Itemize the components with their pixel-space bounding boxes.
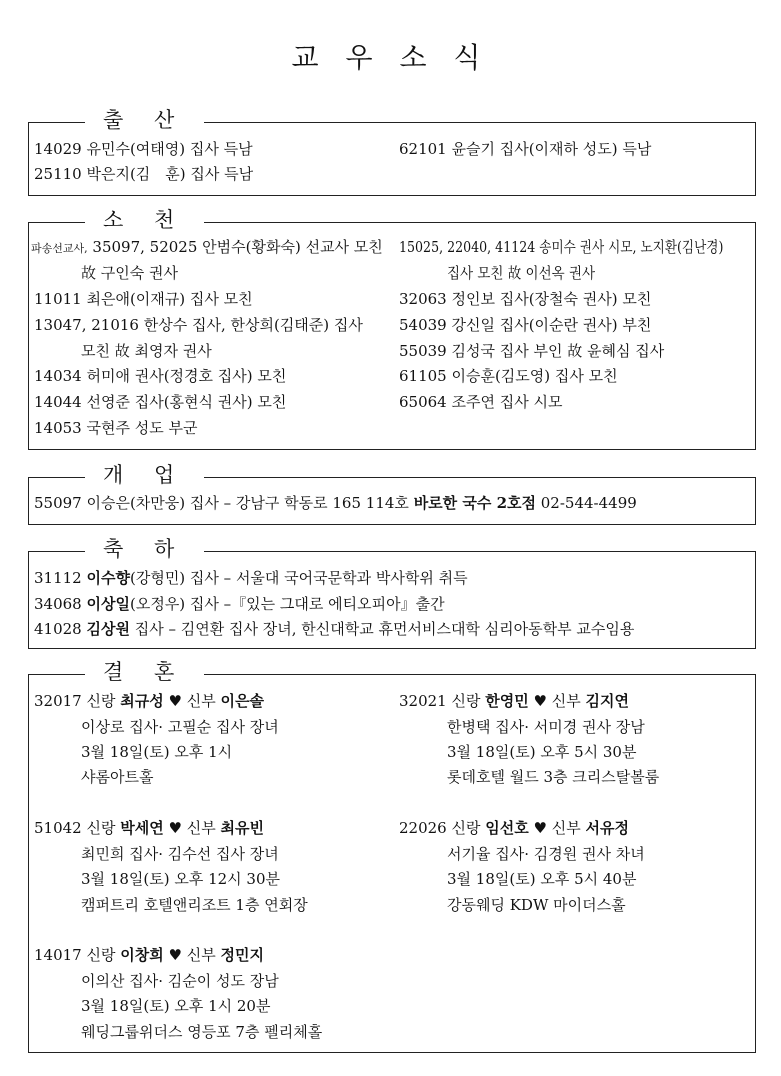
wedding-parents: 이의산 집사· 김순이 성도 장남 [81,972,279,990]
congrats-item [34,568,468,588]
heart-icon: ♥ [168,692,182,710]
birth-item: 25110 박은지(김 훈) 집사 득남 [34,165,254,183]
congrats-item [34,594,445,614]
condolence-item: 14053 국현주 성도 부군 [34,419,198,437]
bride-label: 신부 [551,819,581,837]
member-number: 51042 [34,819,82,837]
condolence-item [31,237,383,259]
member-number: 22026 [399,819,447,837]
wedding-venue: 롯데호텔 월드 3층 크리스탈볼룸 [447,768,660,786]
bride-name: 정민지 [220,946,265,964]
groom-name: 박세연 [120,819,164,837]
congrats-item [34,619,634,639]
condolence-item: 54039 강신일 집사(이순란 권사) 부친 [399,316,652,334]
congrats-text: (강형민) 집사 – 서울대 국어국문학과 박사학위 취득 [129,569,468,587]
bride-label: 신부 [551,692,581,710]
condolence-item: 14034 허미애 권사(정경호 집사) 모친 [34,367,287,385]
heart-icon: ♥ [533,819,547,837]
bride-name: 김지연 [585,692,630,710]
bride-label: 신부 [186,692,216,710]
condolence-item: 61105 이승훈(김도영) 집사 모친 [399,367,618,385]
wedding-date: 3월 18일(토) 오후 1시 [81,743,233,761]
page-title: 교 우 소 식 [291,41,490,74]
groom-name: 최규성 [120,692,164,710]
birth-section [28,108,756,196]
couple-line [34,691,264,711]
wedding-parents: 최민희 집사· 김수선 집사 장녀 [81,845,279,863]
groom-label: 신랑 [451,819,481,837]
wedding-venue: 샤롬아트홀 [81,768,154,786]
condolence-item: 14044 선영준 집사(홍현식 권사) 모친 [34,393,287,411]
member-number: 32017 [34,692,82,710]
groom-label: 신랑 [86,819,116,837]
groom-name: 임선호 [485,819,529,837]
condolence-item [399,237,781,257]
condolence-item: 13047, 21016 한상수 집사, 한상희(김태준) 집사 [34,316,363,334]
condolence-heading: 소 천 [85,206,204,234]
groom-label: 신랑 [86,946,116,964]
bride-name: 이은솔 [220,692,265,710]
opening-item [34,493,637,513]
condolence-item: 모친 故 최영자 권사 [81,342,212,360]
congrats-text: (오정우) 집사 –『있는 그대로 에티오피아』출간 [129,595,445,613]
condolence-text: 15025, 22040, 41124 송미수 권사 시모, 노지환(김난경) [399,238,724,256]
birth-item: 62101 윤슬기 집사(이재하 성도) 득남 [399,140,652,158]
groom-name: 이창희 [120,946,164,964]
opening-section [28,463,756,525]
opening-text: 55097 이승은(차만웅) 집사 – 강남구 학동로 165 114호 [34,494,414,512]
wedding-date: 3월 18일(토) 오후 5시 30분 [447,743,637,761]
couple-line [34,945,264,965]
shop-name: 바로한 국수 2호점 [413,494,536,512]
condolence-item: 65064 조주연 집사 시모 [399,393,563,411]
congrats-heading: 축 하 [85,535,204,563]
congrats-section [28,537,756,649]
couple-line [399,691,629,711]
groom-label: 신랑 [86,692,116,710]
heart-icon: ♥ [168,819,182,837]
member-name: 이수향 [86,569,130,587]
congrats-text: 집사 – 김연환 집사 장녀, 한신대학교 휴먼서비스대학 심리아동학부 교수임용 [129,620,635,638]
wedding-parents: 이상로 집사· 고필순 집사 장녀 [81,718,279,736]
condolence-section [28,208,756,450]
heart-icon: ♥ [168,946,182,964]
birth-item: 14029 유민수(여태영) 집사 득남 [34,140,253,158]
opening-heading: 개 업 [85,461,204,489]
wedding-date: 3월 18일(토) 오후 12시 30분 [81,870,281,888]
member-number: 34068 [34,595,87,613]
condolence-text: 35097, 52025 안범수(황화숙) 선교사 모친 [92,238,383,256]
condolence-item: 55039 김성국 집사 부인 故 윤혜심 집사 [399,342,665,360]
wedding-heading: 결 혼 [85,658,204,686]
wedding-parents: 한병택 집사· 서미경 권사 장남 [447,718,645,736]
bride-name: 서유정 [585,819,630,837]
condolence-item: 11011 최은애(이재규) 집사 모친 [34,290,253,308]
wedding-date: 3월 18일(토) 오후 1시 20분 [81,997,271,1015]
phone-number: 02-544-4499 [536,494,637,512]
bride-label: 신부 [186,819,216,837]
bride-label: 신부 [186,946,216,964]
member-number: 41028 [34,620,87,638]
wedding-venue: 웨딩그룹위더스 영등포 7층 펠리체홀 [81,1023,323,1041]
condolence-item: 32063 정인보 집사(장철숙 권사) 모친 [399,290,652,308]
couple-line [34,818,264,838]
wedding-venue: 강동웨딩 KDW 마이더스홀 [447,896,626,914]
wedding-date: 3월 18일(토) 오후 5시 40분 [447,870,637,888]
heart-icon: ♥ [533,692,547,710]
member-name: 김상원 [86,620,130,638]
member-number: 14017 [34,946,82,964]
couple-line [399,818,629,838]
groom-label: 신랑 [451,692,481,710]
wedding-venue: 캠퍼트리 호텔앤리조트 1층 연회장 [81,896,308,914]
condolence-item [447,263,611,283]
condolence-text: 집사 모친 故 이선옥 권사 [447,264,596,282]
groom-name: 한영민 [485,692,529,710]
member-number: 32021 [399,692,447,710]
missionary-label: 파송선교사, [31,242,88,255]
member-name: 이상일 [86,595,130,613]
wedding-parents: 서기율 집사· 김경원 권사 차녀 [447,845,645,863]
birth-heading: 출 산 [85,106,204,134]
condolence-item: 故 구인숙 권사 [81,264,178,282]
bride-name: 최유빈 [220,819,265,837]
member-number: 31112 [34,569,87,587]
wedding-section [28,660,756,1053]
